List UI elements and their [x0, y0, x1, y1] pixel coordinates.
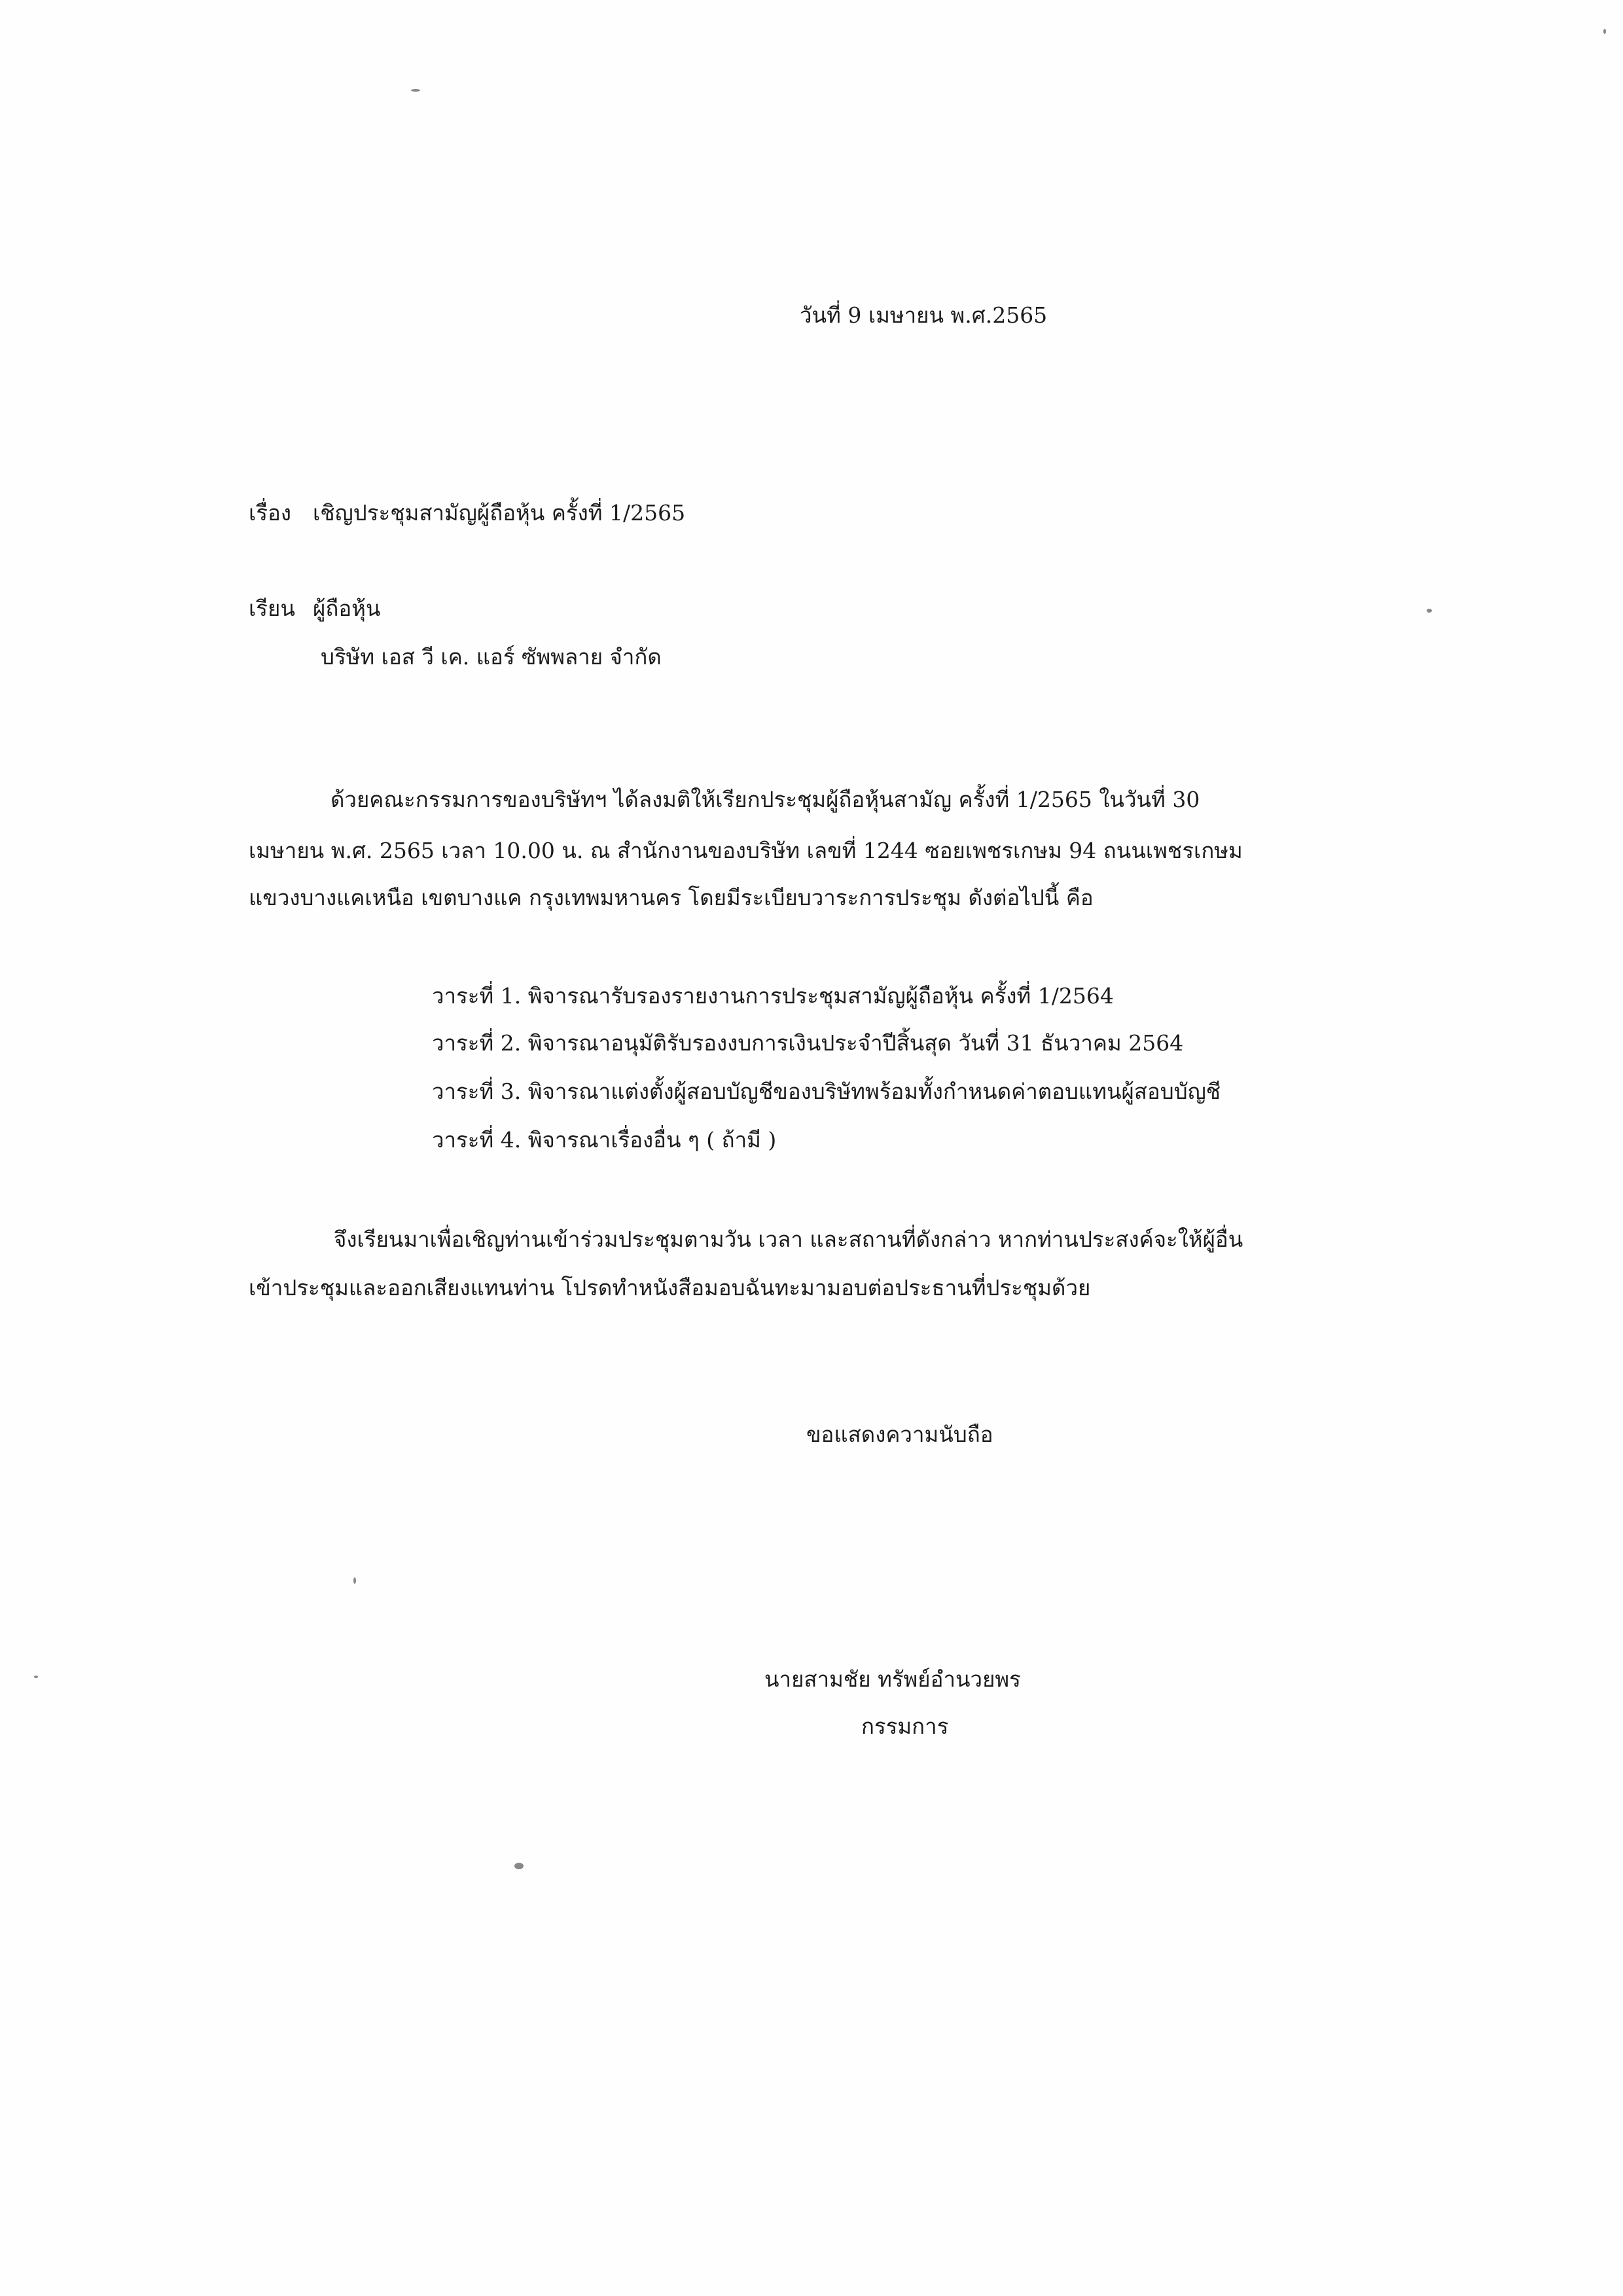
company-name: บริษัท เอส วี เค. แอร์ ซัพพลาย จำกัด	[321, 644, 662, 670]
recipient-text: ผู้ถือหุ้น	[313, 596, 381, 621]
scan-speck	[1603, 29, 1606, 34]
body-paragraph-1-line-1: ด้วยคณะกรรมการของบริษัทฯ ได้ลงมติให้เรียกประชุมผู้ถือหุ้นสามัญ ครั้งที่ 1/2565 ในวันที่ 30	[330, 787, 1200, 812]
body-paragraph-2-line-2: เข้าประชุมและออกเสียงแทนท่าน โปรดทำหนังสือมอบฉันทะมามอบต่อประธานที่ประชุมด้วย	[249, 1275, 1091, 1300]
body-paragraph-1-line-3: แขวงบางแคเหนือ เขตบางแค กรุงเทพมหานคร โดยมีระเบียบวาระการประชุม ดังต่อไปนี้ คือ	[249, 885, 1094, 910]
body-paragraph-2-line-1: จึงเรียนมาเพื่อเชิญท่านเข้าร่วมประชุมตามวัน เวลา และสถานที่ดังกล่าว หากท่านประสงค์จะให้ผู้อื่น	[334, 1227, 1243, 1252]
scan-speck	[353, 1577, 356, 1584]
subject-label: เรื่อง	[249, 500, 291, 526]
scan-speck	[514, 1863, 524, 1869]
agenda-item-1: วาระที่ 1. พิจารณารับรองรายงานการประชุมสามัญผู้ถือหุ้น ครั้งที่ 1/2564	[432, 983, 1114, 1009]
signer-name: นายสามชัย ทรัพย์อำนวยพร	[764, 1666, 1021, 1692]
agenda-item-4: วาระที่ 4. พิจารณาเรื่องอื่น ๆ ( ถ้ามี )	[432, 1127, 777, 1153]
subject-text: เชิญประชุมสามัญผู้ถือหุ้น ครั้งที่ 1/2565	[313, 500, 686, 526]
recipient-label: เรียน	[249, 596, 295, 621]
scan-speck	[34, 1676, 38, 1678]
letter-date: วันที่ 9 เมษายน พ.ศ.2565	[800, 302, 1048, 328]
scan-speck	[411, 89, 420, 92]
agenda-item-2: วาระที่ 2. พิจารณาอนุมัติรับรองงบการเงินประจำปีสิ้นสุด วันที่ 31 ธันวาคม 2564	[432, 1030, 1184, 1056]
signer-title: กรรมการ	[861, 1713, 949, 1739]
closing-salutation: ขอแสดงความนับถือ	[806, 1422, 993, 1447]
agenda-item-3: วาระที่ 3. พิจารณาแต่งตั้งผู้สอบบัญชีของบริษัทพร้อมทั้งกำหนดค่าตอบแทนผู้สอบบัญชี	[432, 1079, 1221, 1104]
body-paragraph-1-line-2: เมษายน พ.ศ. 2565 เวลา 10.00 น. ณ สำนักงานของบริษัท เลขที่ 1244 ซอยเพชรเกษม 94 ถนนเพชรเกษม	[249, 838, 1243, 863]
scan-speck	[1427, 609, 1432, 613]
